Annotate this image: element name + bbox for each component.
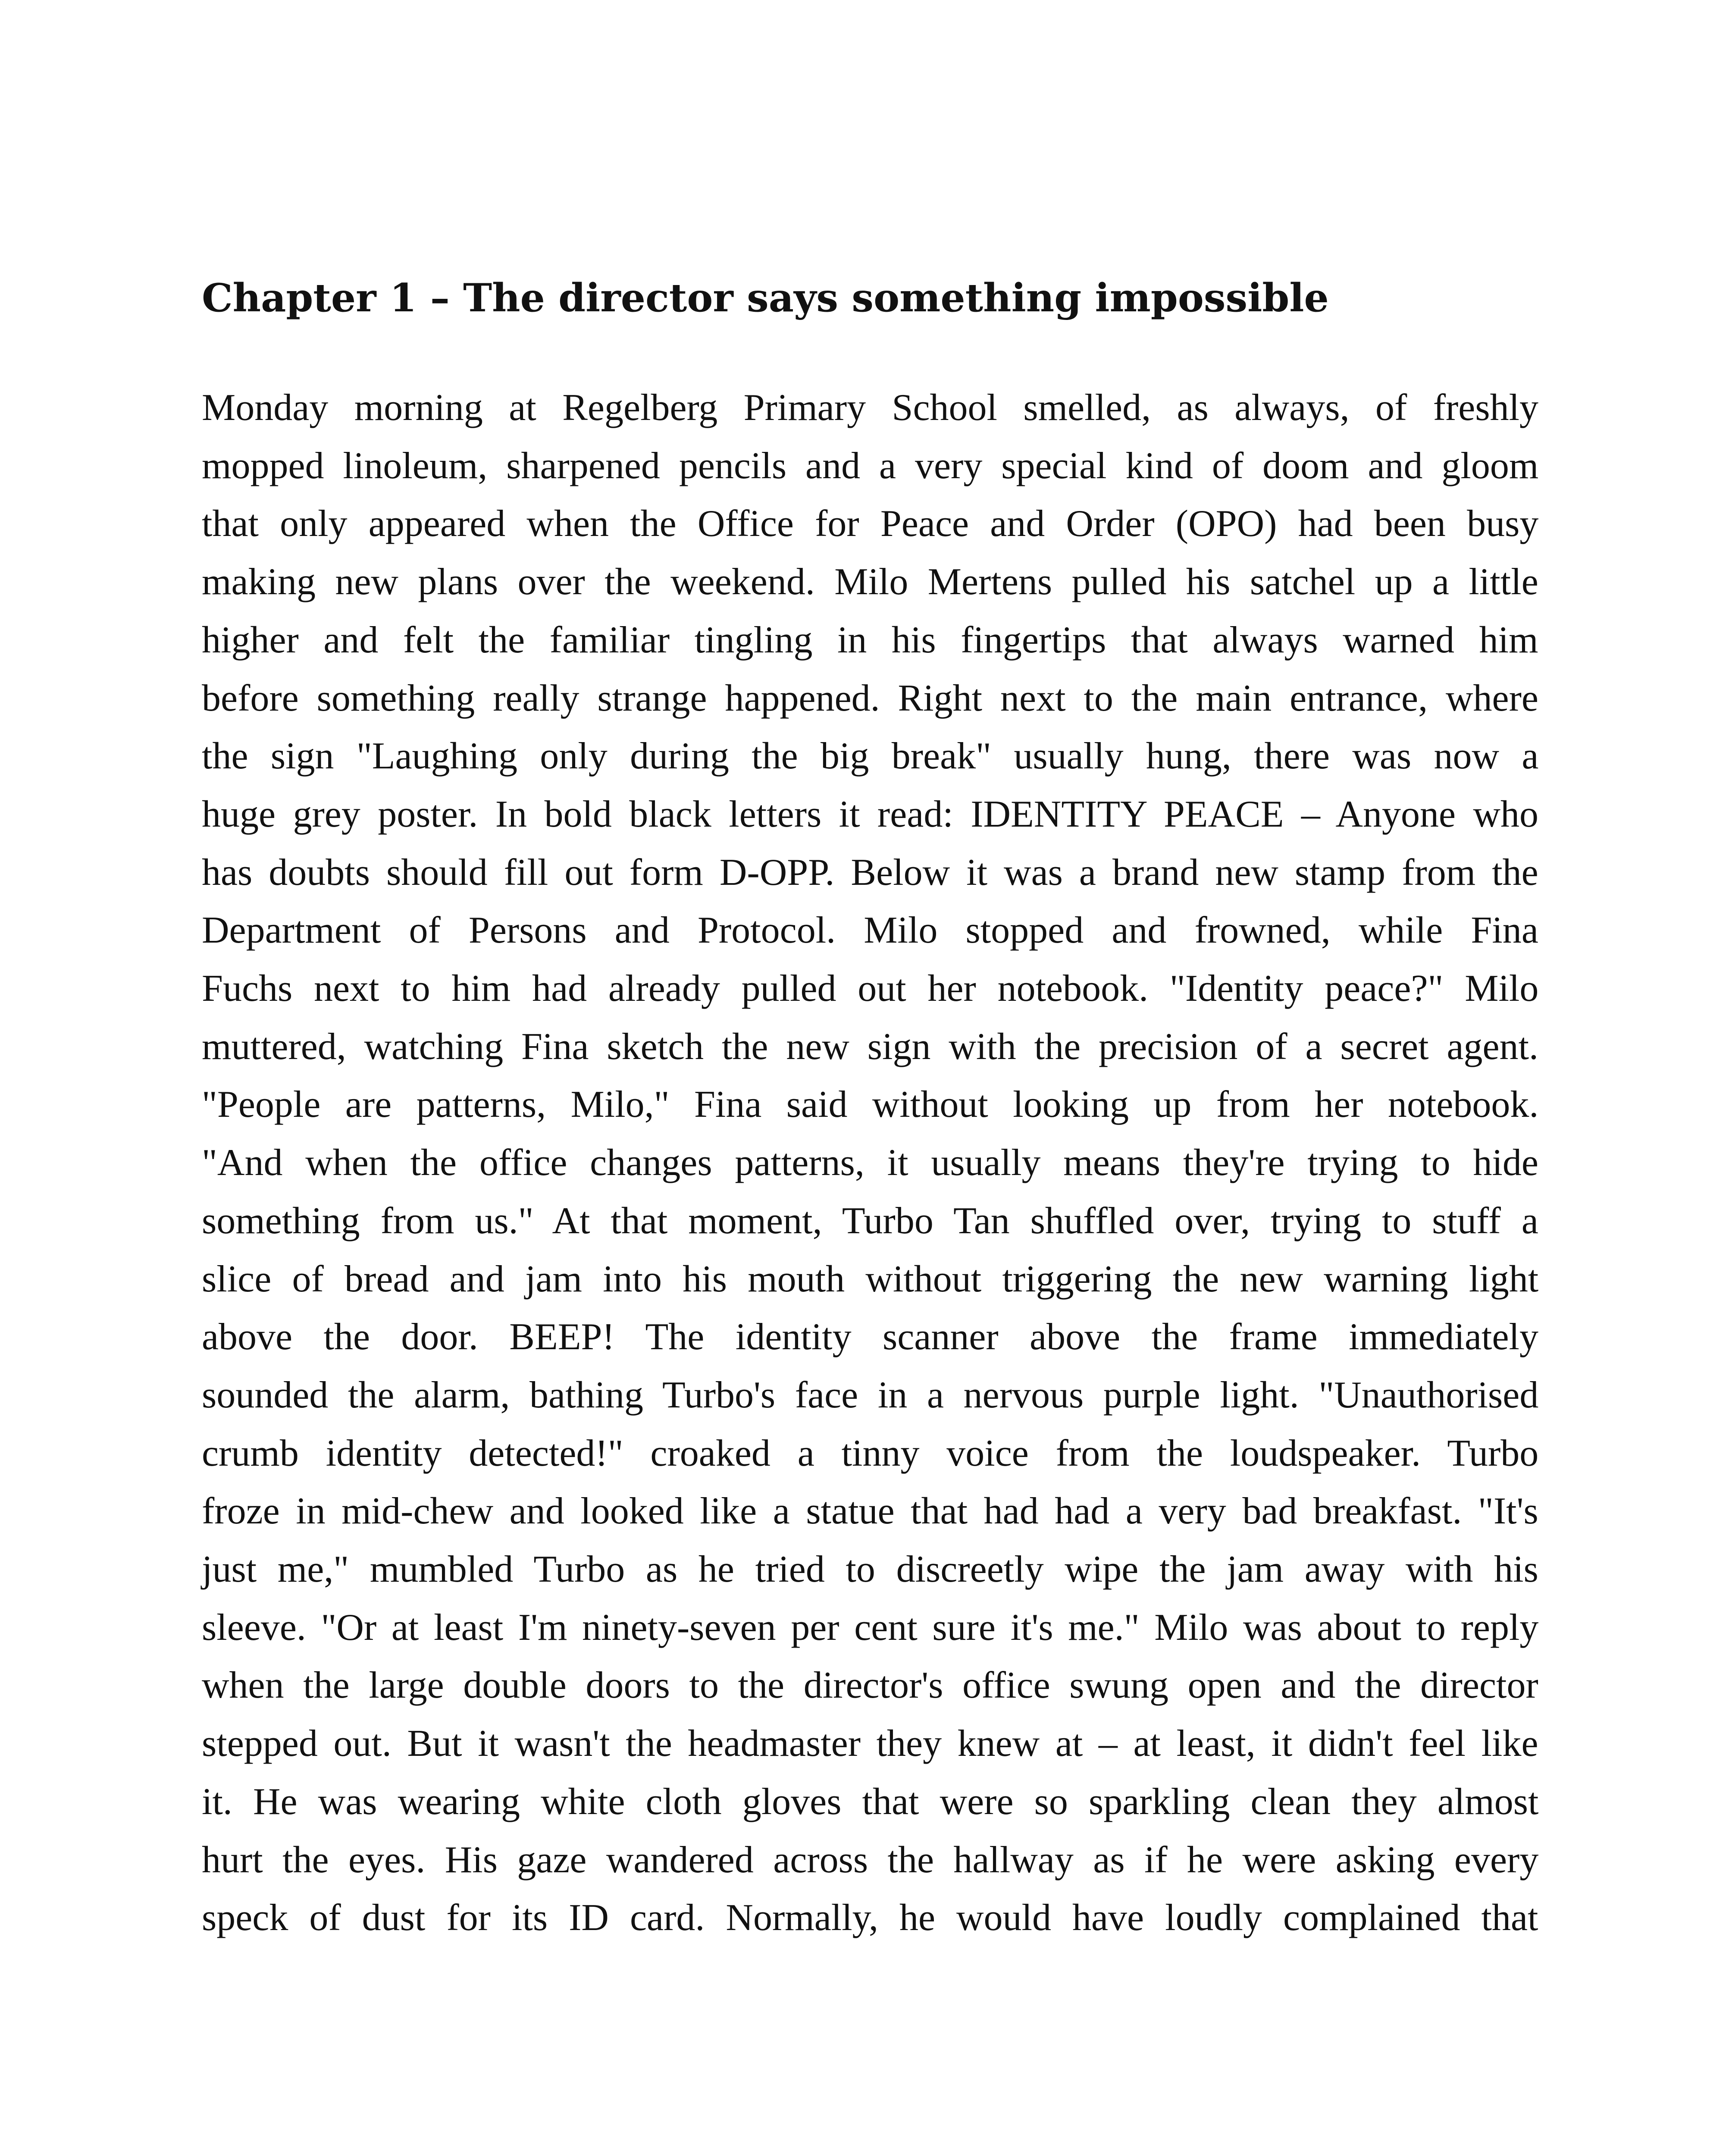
text-line: stepped out. But it wasn't the headmaster they knew at – at least, it didn't feel like xyxy=(202,1723,1538,1765)
text-line: before something really strange happened. Right next to the main entrance, where xyxy=(202,677,1538,719)
text-line: it. He was wearing white cloth gloves that were so sparkling clean they almost xyxy=(202,1780,1539,1823)
text-line: higher and felt the familiar tingling in his fingertips that always warned him xyxy=(202,619,1538,661)
text-line: slice of bread and jam into his mouth without triggering the new warning light xyxy=(202,1258,1539,1300)
text-line: that only appeared when the Office for Peace and Order (OPO) had been busy xyxy=(202,503,1539,545)
text-line: speck of dust for its ID card. Normally, he would have loudly complained that xyxy=(202,1897,1538,1939)
text-line: mopped linoleum, sharpened pencils and a very special kind of doom and gloom xyxy=(202,445,1539,487)
text-line: huge grey poster. In bold black letters it read: IDENTITY PEACE – Anyone who xyxy=(202,793,1538,835)
text-line: "People are patterns, Milo," Fina said without looking up from her notebook. xyxy=(202,1084,1539,1126)
chapter-title: Chapter 1 – The director says something impossible xyxy=(202,275,1329,321)
text-line: has doubts should fill out form D-OPP. Below it was a brand new stamp from the xyxy=(202,851,1538,893)
text-line: something from us." At that moment, Turbo Tan shuffled over, trying to stuff a xyxy=(202,1200,1538,1242)
text-line: just me," mumbled Turbo as he tried to discreetly wipe the jam away with his xyxy=(202,1548,1538,1591)
text-line: froze in mid-chew and looked like a statue that had had a very bad breakfast. "It's xyxy=(202,1490,1538,1532)
text-line: Monday morning at Regelberg Primary School smelled, as always, of freshly xyxy=(202,387,1539,429)
text-line: the sign "Laughing only during the big break" usually hung, there was now a xyxy=(202,735,1539,777)
text-line: hurt the eyes. His gaze wandered across the hallway as if he were asking every xyxy=(202,1839,1539,1881)
text-line: making new plans over the weekend. Milo Mertens pulled his satchel up a little xyxy=(202,561,1538,603)
text-line: Fuchs next to him had already pulled out her notebook. "Identity peace?" Milo xyxy=(202,968,1539,1010)
chapter-body xyxy=(202,379,1538,1947)
text-line: above the door. BEEP! The identity scanner above the frame immediately xyxy=(202,1316,1538,1358)
text-line: Department of Persons and Protocol. Milo stopped and frowned, while Fina xyxy=(202,909,1538,952)
text-line: crumb identity detected!" croaked a tinny voice from the loudspeaker. Turbo xyxy=(202,1432,1539,1474)
text-line: muttered, watching Fina sketch the new sign with the precision of a secret agent. xyxy=(202,1025,1539,1068)
text-line: when the large double doors to the director's office swung open and the director xyxy=(202,1664,1538,1707)
text-line: sounded the alarm, bathing Turbo's face in a nervous purple light. "Unauthorised xyxy=(202,1374,1539,1416)
text-line: sleeve. "Or at least I'm ninety-seven per cent sure it's me." Milo was about to reply xyxy=(202,1606,1539,1648)
text-line: "And when the office changes patterns, it usually means they're trying to hide xyxy=(202,1142,1538,1184)
